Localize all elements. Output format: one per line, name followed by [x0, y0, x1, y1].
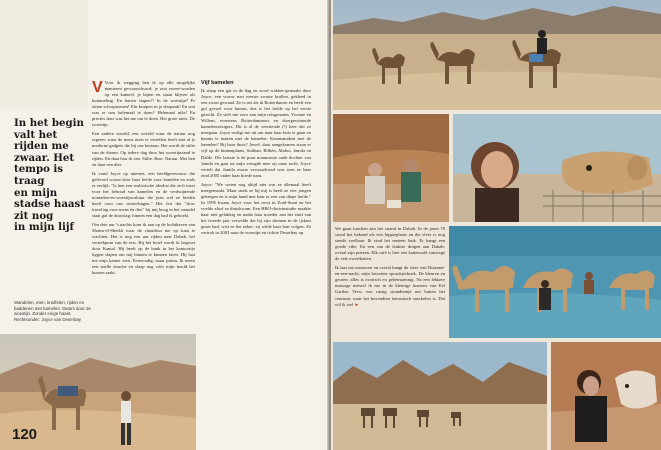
- left-page: [0, 0, 329, 450]
- article-column-2: [201, 80, 311, 239]
- photo-woman-with-camel-2: [551, 342, 661, 450]
- right-page: [331, 0, 661, 450]
- photo-camels-in-sea: [449, 226, 661, 338]
- paragraph: We gaan lunchen aan het strand in Dahab. In de jaren 70 stond het bekend als een hippieplaats en die sfeer is nog steeds voelbaar. Ik vind het meteen leuk. Er hangt een goede vibe. En een van de leukste dingen aan Dahab: overal zijn poezen. Elk café is hier een kattencafé vanwege de vele zwerfkatten.: [335, 226, 445, 262]
- photo-camel-caravan: [333, 0, 661, 110]
- page-number: 120: [12, 426, 38, 443]
- photo-caption: Wandelen, eten, knuffelen, rijden en baddenen met kamelen. Dwars door de woestijn. Zonder enige haast. Rechtsonder: Joyce van Deserbay: [14, 300, 91, 322]
- photo-woman-camel-portrait: [453, 114, 661, 222]
- paragraph: V Voor ik wegging ben ik op alle mogelijke manieren gewaarschuwd; je zou zweet-worden op een kameel, je bijten en staan blijven als hummeling. En buiten slapen?! In de woestijn? Er zitten schorpioenen! Ehr kruipen in je slaapzak! En wat was er nou helemaal te doen? Helemaal niks! En precies daar was het me om te doen. Het grote niets. De woestijn.: [92, 79, 195, 128]
- subheading: Vijf kamelen: [201, 80, 234, 86]
- paragraph: Om drie uur 's nachts kom ik aan op de luchthaven van Sharm-el-Sheikh waar de chauffeur me op staat te wachten. Het is nog een uur rijden naar Dahab, het vertrekpunt van de reis. Bij het hotel wordt ik begroet door Kamal. Hij heeft op de bank in het kantoortje liggen slapen om mij binnen te kunnen laten. Hij laat me mijn kamer zien. Eenvoudig, maar prima. Ik neem een snelle douche en slaap nog vóór mijn hoofd het kussen raakt.: [92, 222, 195, 276]
- photo-camp-women: [333, 114, 449, 222]
- paragraph: Ik vond Joyce op internet, een beeldgerevrouw die geleverd woont door haar liefde voor kamelen en erals er eerlijk: "Is hen een realistische idealist die zich inzet voor het behoud van kamelen en de verdwijnende nomaden-en-woestijncultuur die juist wel ze bieden heeft voor ons westerlingen." Het feit dat "slow traveling voor mens én dier" bij mij hoog in het vaandel staat gaf de doorslag: binnen een dag had ik geboekt.: [92, 170, 195, 218]
- top-left-image: [0, 0, 88, 108]
- paragraph: Ik laat me masseren en overal hangt de sfeer van Duizend-en-een-nacht, mijn favoriete sprookjesboek. De kleuren en geuren: alles is exotisch en geheimzinnig. Na een lekkere massage neestel ik me in de kleurige kussens van Eel Garden View, een rustig strandtentje net buiten het centrum, waar het bovendien fantastisch snorkelen is. Dat wil ik wel ►: [335, 265, 445, 307]
- pull-quote: In het begin valt het rijden me zwaar. Het tempo is traag en mijn stadse haast zit nog in mijn lijf: [14, 117, 85, 234]
- article-column-1: [92, 80, 195, 279]
- paragraph: Ik slaap een gat in de dag en word wakker-gemaakt door Joyce, een vrouw met weeste zwarte krullen, gekleed in een zwart gewaad. Ze is net als ik Rotterdamse en heeft een gul gevoel voor humor, dus is het liefde op het eerste gezicht. Ze stelt me voor aan mijn reisgenoten, Yvonne en Willem, eveneens Rotterdammers en doorgewinterde kamelenreizigers. Dit is al de veertiende (!) keer dat ze meegaan. Joyce nodigt me uit om naar haar huis te gaan en kennis te maken met de kamelen. Kennismaken met de kamelen? Bij haar thuis? Jawel, daar aangekomen staan er vijf op de binnenplaats, Sulthan, Bilhén, Abdou, Jamila en Dalile. Die laatste is de puur mannonste oude dochter van Jamila en gaat tot mijn vreugde mee op onze tocht. Joyce vertelt dat Jamila zwaar verwaarloosd was toen ze haar eind 2005 onder haar hoede nam.: [201, 88, 311, 178]
- photo-caravan-mountains: [333, 342, 547, 450]
- article-column-3: [335, 226, 445, 311]
- paragraph: Een andere wereld, een wereld waar de natuur nog regeert, waar de mens niets te vertellen heeft met al je moderne gadgets die bij ons bestaan. Het wordt de stilte van de dieren. Op iedere dag door het woestijnzand te rijden. En daar hou ik van. Stilte. Rust. Natuur. Met hen en daar een dier.: [92, 131, 195, 167]
- continue-arrow-icon: ►: [354, 301, 360, 307]
- paragraph: Joyce: "We weten nog altijd niet wat ze allemaal heeft meegemaakt. Maar sinds ze bij mij is heeft ze vier jongen gekregen en is mijn hand met haar er een van diepe liefde." In 1995 kwam Joyce voor het eerst in Zuid-Sinai en het voelde alsof ze thuiskwam. Een HBO-doctrinstudie maakte haar niet gelukkig en nadat haar moeder aan het eind van het tweede jaar verwelde dat hij zijn dromen in de ijskast gezet had, wist ze het zeker: zij wilde haar hart volgen. Ze vertrok in 2003 naar de woestijn en richtte Deserbay op.: [201, 181, 311, 236]
- drop-cap: V: [92, 79, 103, 96]
